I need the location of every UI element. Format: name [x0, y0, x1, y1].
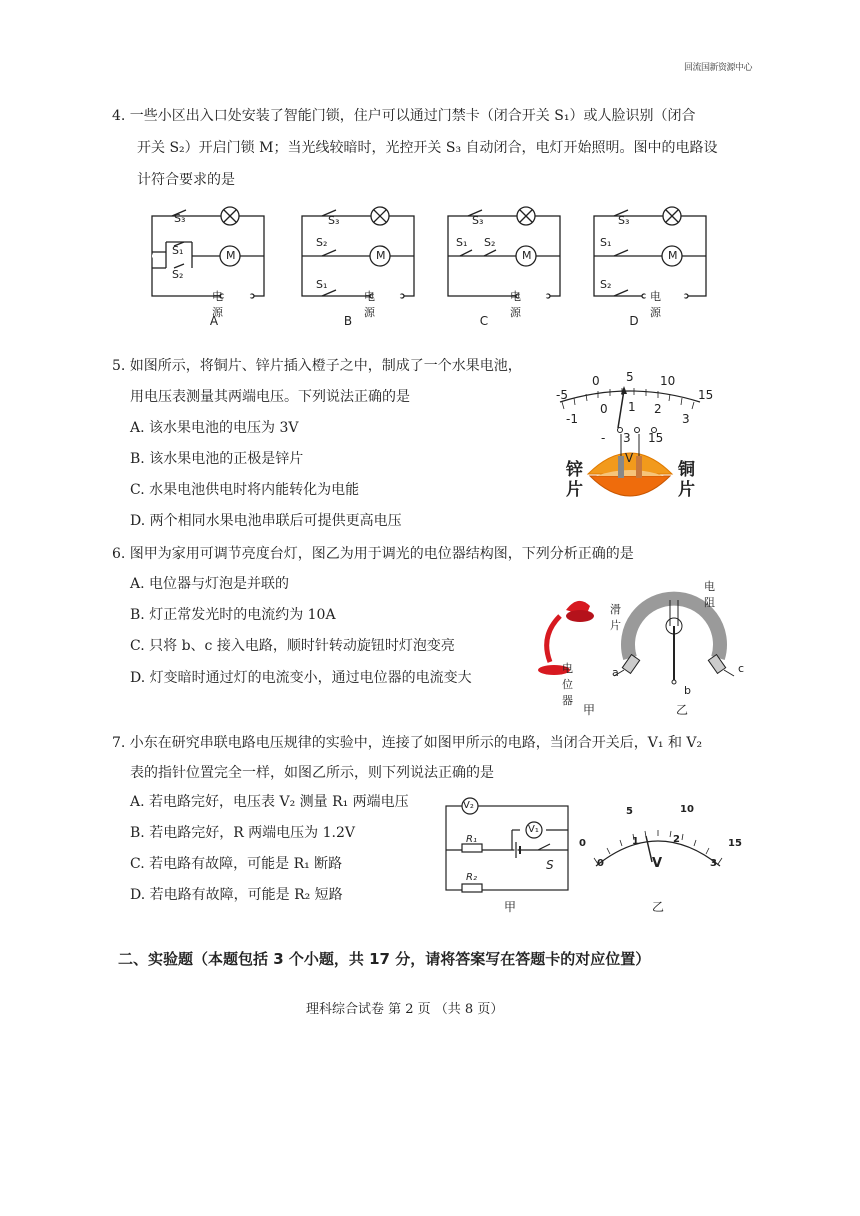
upper-tick-label: -5 — [556, 388, 568, 402]
q4-circuit-figures — [140, 200, 720, 330]
option-caption-c: C — [479, 314, 489, 328]
label-s1: S₁ — [316, 278, 328, 291]
label-s3: S₃ — [174, 212, 186, 225]
q6-option-c: C. 只将 b、c 接入电路，顺时针转动旋钮时灯泡变亮 — [130, 638, 455, 654]
upper-tick-label: 15 — [698, 388, 714, 402]
upper-tick-label: 10 — [660, 374, 676, 388]
q7-series-circuit-figure — [440, 796, 580, 898]
meter-symbol: V — [652, 856, 663, 871]
question-6-line1: 6. 图甲为家用可调节亮度台灯，图乙为用于调光的电位器结构图，下列分析正确的是 — [112, 546, 634, 562]
upper-tick-label: 5 — [626, 370, 634, 384]
caption-jia: 甲 — [583, 703, 596, 717]
lower-tick-label: 1 — [628, 400, 636, 414]
label-motor: M — [376, 249, 386, 262]
label-s3: S₃ — [618, 214, 630, 227]
terminal-b-label: b — [684, 684, 691, 697]
copper-label: 铜片 — [678, 460, 695, 500]
upper-tick-label: 10 — [680, 804, 694, 815]
q6-option-a: A. 电位器与灯泡是并联的 — [130, 576, 290, 592]
v1-label: V₁ — [528, 824, 539, 835]
q7-option-d: D. 若电路有故障，可能是 R₂ 短路 — [130, 887, 343, 903]
question-5-line2: 用电压表测量其两端电压。下列说法正确的是 — [130, 389, 410, 405]
question-7-line2: 表的指针位置完全一样，如图乙所示，则下列说法正确的是 — [130, 765, 494, 781]
terminal-c-label: c — [738, 662, 745, 675]
label-s2: S₂ — [484, 236, 496, 249]
option-caption-a: A — [209, 314, 219, 328]
lower-tick-label: 1 — [632, 836, 639, 847]
q7-option-b: B. 若电路完好，R 两端电压为 1.2V — [130, 825, 356, 841]
lower-tick-label: 0 — [600, 402, 608, 416]
label-s3: S₃ — [472, 214, 484, 227]
label-s2: S₂ — [316, 236, 328, 249]
zinc-label: 锌片 — [566, 460, 583, 500]
label-source: 电源 — [510, 290, 521, 319]
lower-tick-label: 2 — [654, 402, 662, 416]
option-caption-d: D — [629, 314, 639, 328]
lower-tick-label: 3 — [710, 858, 717, 869]
switch-label: S — [546, 858, 554, 872]
question-7-line1: 7. 小东在研究串联电路电压规律的实验中，连接了如图甲所示的电路，当闭合开关后，V₁ 和 V₂ — [112, 735, 703, 751]
lower-tick-label: 3 — [682, 412, 690, 426]
label-s1: S₁ — [456, 236, 468, 249]
r1-label: R₁ — [466, 834, 477, 845]
watermark-text: 回流国新资源中心 — [684, 63, 753, 73]
lower-tick-label: 0 — [597, 858, 604, 869]
upper-tick-label: 0 — [579, 838, 586, 849]
q6-option-d: D. 灯变暗时通过灯的电流变小，通过电位器的电流变大 — [130, 670, 472, 686]
question-4-line2: 开关 S₂）开启门锁 M；当光线较暗时，光控开关 S₃ 自动闭合，电灯开始照明。图中的电路设 — [137, 140, 718, 156]
label-s1: S₁ — [600, 236, 612, 249]
lower-tick-label: -1 — [566, 412, 578, 426]
page-footer: 理科综合试卷 第 2 页 （共 8 页） — [306, 1002, 504, 1017]
q5-option-c: C. 水果电池供电时将内能转化为电能 — [130, 482, 360, 498]
question-4-line1: 4. 一些小区出入口处安装了智能门锁，住户可以通过门禁卡（闭合开关 S₁）或人脸识别（闭合 — [112, 108, 696, 124]
label-s2: S₂ — [600, 278, 612, 291]
terminal-label: 3 — [623, 431, 631, 445]
label-s2: S₂ — [172, 268, 184, 281]
potentiometer-label: 电位器 — [562, 662, 573, 707]
upper-tick-label: 15 — [728, 838, 742, 849]
resistor-label: 电阻 — [704, 580, 715, 609]
terminal-a-label: a — [612, 666, 619, 679]
lower-tick-label: 2 — [673, 834, 680, 845]
caption-yi: 乙 — [652, 900, 665, 914]
label-motor: M — [522, 249, 532, 262]
option-caption-b: B — [343, 314, 353, 328]
label-s1: S₁ — [172, 244, 184, 257]
q6-lamp-potentiometer-figure — [520, 576, 750, 696]
label-source: 电源 — [364, 290, 375, 319]
upper-tick-label: 5 — [626, 806, 633, 817]
q6-option-b: B. 灯正常发光时的电流约为 10A — [130, 607, 336, 623]
v2-label: V₂ — [463, 800, 474, 811]
question-4-line3: 计符合要求的是 — [137, 172, 235, 188]
slider-label: 滑片 — [610, 603, 621, 632]
terminal-label: 15 — [648, 431, 664, 445]
section-2-heading: 二、实验题（本题包括 3 个小题，共 17 分，请将答案写在答题卡的对应位置） — [118, 950, 651, 968]
meter-symbol: V — [625, 451, 634, 465]
terminal-label: - — [601, 431, 606, 445]
label-motor: M — [226, 249, 236, 262]
label-motor: M — [668, 249, 678, 262]
q5-option-a: A. 该水果电池的电压为 3V — [130, 420, 299, 436]
label-s3: S₃ — [328, 214, 340, 227]
caption-jia: 甲 — [504, 900, 517, 914]
caption-yi: 乙 — [676, 703, 689, 717]
potentiometer — [614, 599, 734, 684]
q7-option-c: C. 若电路有故障，可能是 R₁ 断路 — [130, 856, 343, 872]
label-source: 电源 — [212, 290, 223, 319]
question-5-line1: 5. 如图所示，将铜片、锌片插入橙子之中，制成了一个水果电池， — [112, 358, 522, 374]
q5-option-b: B. 该水果电池的正极是锌片 — [130, 451, 304, 467]
label-source: 电源 — [650, 290, 661, 319]
q5-option-d: D. 两个相同水果电池串联后可提供更高电压 — [130, 513, 402, 529]
q7-option-a: A. 若电路完好，电压表 V₂ 测量 R₁ 两端电压 — [130, 794, 409, 810]
r2-label: R₂ — [466, 872, 477, 883]
circuit-a — [152, 207, 264, 298]
circuit-c — [448, 207, 560, 298]
upper-tick-label: 0 — [592, 374, 600, 388]
